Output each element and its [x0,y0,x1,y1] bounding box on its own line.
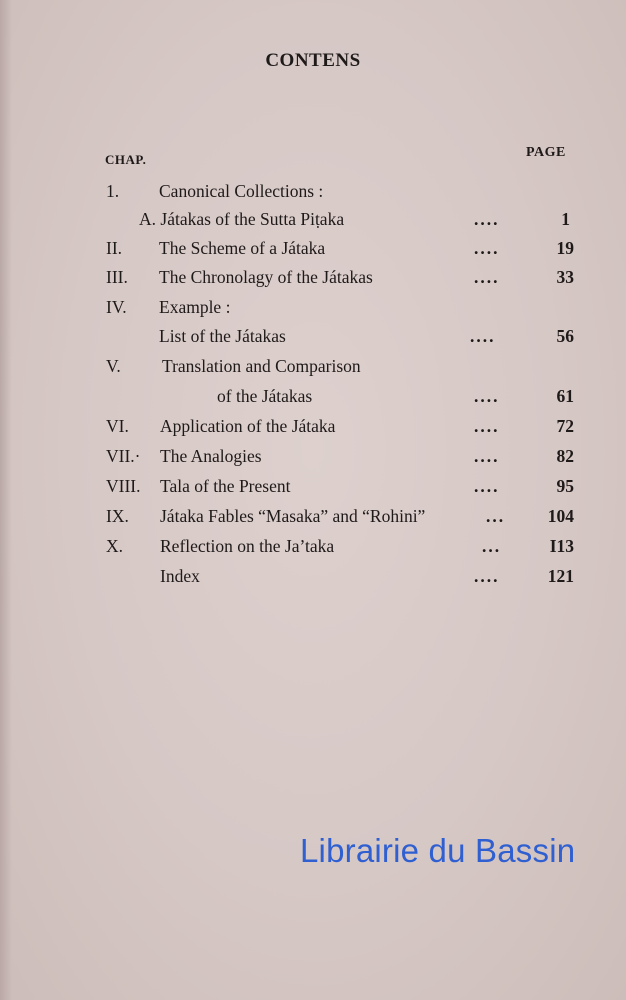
toc-row [0,209,626,239]
page-number: 104 [547,506,574,526]
page-number: 61 [556,386,574,406]
leader-dots: .... [474,566,500,586]
chapter-number: III. [106,267,128,287]
chapter-title: The Scheme of a Játaka [159,238,326,258]
page-number: 56 [556,326,574,346]
chapter-title: The Chronolagy of the Játakas [159,267,373,287]
chapter-title: Application of the Játaka [160,416,336,436]
toc-row [0,356,626,386]
chapter-number: IV. [106,297,127,317]
chapter-number: 1. [106,181,120,201]
chapter-title: Reflection on the Ja’taka [160,536,335,556]
toc-row [0,386,626,416]
toc-row [0,297,626,327]
page-number: 95 [556,476,574,496]
page-number: 82 [556,446,574,466]
chapter-number: VIII. [106,476,141,496]
chapter-title: A. Játakas of the Sutta Piṭaka [139,209,345,229]
leader-dots: .... [470,326,496,346]
toc-row [0,536,626,566]
toc-row [0,238,626,268]
page-number: I13 [549,536,574,556]
chapter-title: Index [160,566,200,586]
leader-dots: .... [474,209,500,229]
chapter-title: Canonical Collections : [159,181,324,201]
toc-row [0,267,626,297]
chapter-number: VII.· [106,446,141,466]
page-number: 72 [556,416,574,436]
toc-row [0,181,626,211]
page-number: 121 [547,566,574,586]
page-number: 19 [556,238,574,258]
chapter-title: of the Játakas [217,386,313,406]
toc-row [0,566,626,596]
chapter-title: Translation and Comparison [162,356,361,376]
leader-dots: .... [474,267,500,287]
chapter-number: II. [106,238,123,258]
chapter-title: The Analogies [160,446,262,466]
leader-dots: .... [474,476,500,496]
page-title: CONTENS [265,50,361,71]
toc-row [0,506,626,536]
leader-dots: .... [474,386,500,406]
chapter-number: VI. [106,416,129,436]
leader-dots: .... [474,238,500,258]
toc-row [0,416,626,446]
chapter-title: Tala of the Present [160,476,291,496]
leader-dots: .... [474,446,500,466]
chapter-title: List of the Játakas [159,326,286,346]
chapter-number: IX. [106,506,129,526]
leader-dots: ... [482,536,502,556]
watermark-text: Librairie du Bassin [300,832,576,869]
chapter-number: V. [106,356,121,376]
page-number: 1 [561,209,570,229]
chapter-column-header: CHAP. [105,152,147,167]
leader-dots: .... [474,416,500,436]
toc-row [0,446,626,476]
leader-dots: ... [486,506,506,526]
chapter-number: X. [106,536,124,556]
page-column-header: PAGE [526,145,566,160]
toc-row [0,476,626,506]
toc-row [0,326,626,356]
page-number: 33 [556,267,574,287]
chapter-title: Játaka Fables “Masaka” and “Rohini” [160,506,426,526]
chapter-title: Example : [159,297,231,317]
